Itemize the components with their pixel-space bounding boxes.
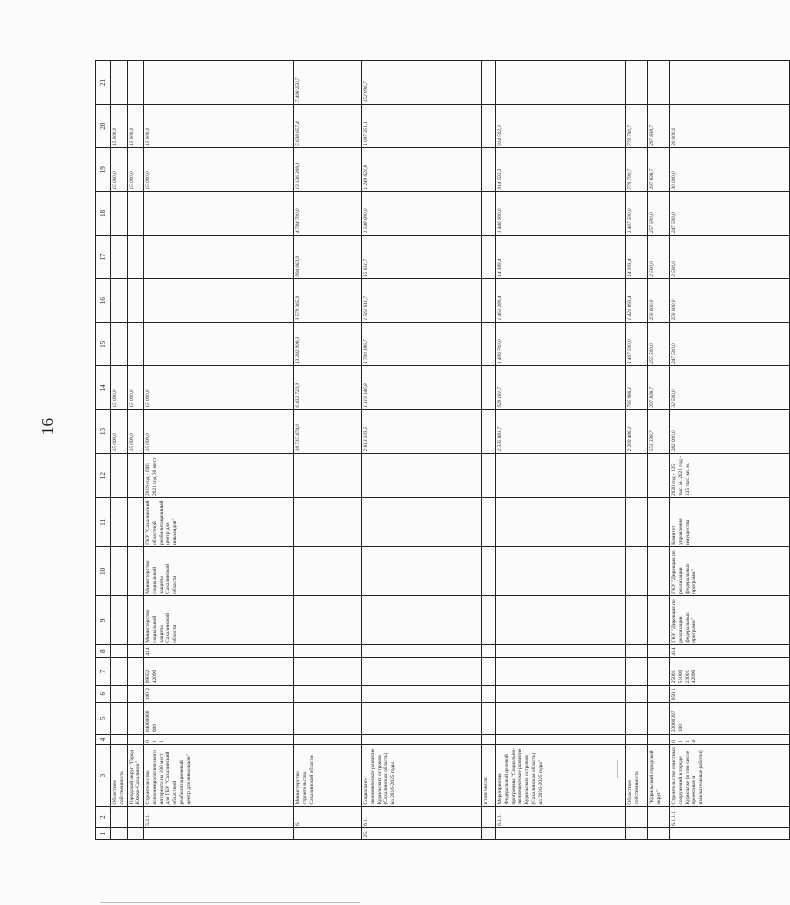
table-cell: 25. [362,828,482,840]
header-cell: 7 [96,658,111,686]
table-cell: 1 249 621,8 [362,148,482,192]
table-cell [362,658,482,686]
table-cell: 050 1 [670,685,790,702]
table-cell [127,596,144,645]
table-cell: 30 000,0 [670,148,790,192]
table-cell: 779 790,7 [626,148,648,192]
table-cell: 15 000,0 [144,366,294,410]
table-cell [111,645,128,658]
table-row [496,61,626,840]
header-cell: 19 [96,148,111,192]
table-cell [127,498,144,547]
table-cell [626,596,648,645]
table-cell [496,547,626,596]
table-cell [482,104,496,148]
table-cell: Строительство психоневрологического интерната на 100 мест для ГБУ "Сахалинский областной реабилитационный центр для инвалидов" [144,745,294,807]
table-cell: 15 611,7 [362,235,482,279]
table-cell: 795 986,1 [626,366,648,410]
table-cell [626,685,648,702]
table-cell: 5 638 657,4 [294,104,362,148]
table-cell: 14 389,4 [496,235,626,279]
header-cell: 16 [96,279,111,323]
table-cell: 152 096,7 [362,61,482,105]
table-cell: 1 548 000,0 [362,192,482,236]
table-cell [482,828,496,840]
table-cell [111,828,128,840]
table-cell [496,645,626,658]
table-cell: 414 [144,645,294,658]
table-cell [496,498,626,547]
table-cell [482,645,496,658]
table-cell [670,61,790,105]
table-cell: 15 000,0 [144,410,294,454]
table-cell [482,235,496,279]
table-cell: 13 136 308,1 [294,148,362,192]
table-cell: 929 181,7 [496,366,626,410]
table-cell [482,547,496,596]
table-cell [294,596,362,645]
table-cell [111,547,128,596]
table-cell [482,807,496,828]
table-cell: 2 500,0 [670,235,790,279]
table-cell [648,702,670,734]
table-cell [648,807,670,828]
table-cell [294,828,362,840]
table-cell: 1 406 700,0 [496,322,626,366]
table-cell [294,702,362,734]
table-cell [482,279,496,323]
table-cell: 297 838,7 [648,148,670,192]
table-cell: 2020 год - 125 тыс. м. 2021 год - 125 тыс. кв. м. [670,453,790,498]
table-cell [496,702,626,734]
table-cell [626,734,648,745]
header-cell: 14 [96,366,111,410]
table-cell: Городской округ "Город Южно-Сахалинск" [127,745,144,807]
table-cell [482,685,496,702]
table-body [96,61,790,840]
table-cell: 1 446 900,0 [496,192,626,236]
table-cell: ГКУ "Дирекция по реализации федеральных программ" [670,596,790,645]
table-cell [482,596,496,645]
table-cell: 5.2.1. [144,807,294,828]
table-cell: 247 500,0 [670,322,790,366]
table-cell: 6.1.1.1 [670,807,790,828]
table-cell [127,279,144,323]
table-cell [496,658,626,686]
header-cell: 4 [96,734,111,745]
table-cell: 100 2 [144,685,294,702]
table-cell [111,235,128,279]
table-cell [648,61,670,105]
table-cell [648,645,670,658]
table-cell [111,685,128,702]
table-cell [111,61,128,105]
header-cell: 11 [96,498,111,547]
table-cell: 6 432 723,3 [294,366,362,410]
header-cell: 12 [96,453,111,498]
table-cell [626,498,648,547]
table-cell: 13 282 998,3 [294,322,362,366]
table-row [362,61,482,840]
table-cell [362,702,482,734]
table-cell: ГКУ "Дирекция по реализации федеральных программ" [670,547,790,596]
table-cell [294,498,362,547]
table-cell: 282 000,0 [670,410,790,454]
table-cell [496,61,626,105]
table-cell [127,702,144,734]
table-cell [362,645,482,658]
table-cell: 15 000,0 [111,410,128,454]
table-cell [362,453,482,498]
table-cell: 32 500,0 [670,366,790,410]
table-cell: в том числе: [482,745,496,807]
table-cell [362,596,482,645]
table-cell [496,734,626,745]
header-cell: 9 [96,596,111,645]
table-cell: 1 407 500,0 [626,192,648,236]
table-cell: 6. [294,807,362,828]
table-cell [127,734,144,745]
table-cell: 779 790,7 [626,104,648,148]
table-cell [648,498,670,547]
table-cell: 18 715 474,0 [294,410,362,454]
budget-table [95,60,790,840]
table-cell: 2 500,0 [648,235,670,279]
table-cell: 2019 год - ПИ; 2021 год 30 мест [144,453,294,498]
table-cell: "Курильский городской округ" [648,745,670,807]
table-row [626,61,648,840]
table-row [144,61,294,840]
table-cell: 7 498 250,7 [294,61,362,105]
table-cell [626,807,648,828]
table-cell: 15 000,0 [127,366,144,410]
table-cell [496,828,626,840]
table-cell: 3 579 365,9 [294,279,362,323]
table-cell: 15 000,0 [144,104,294,148]
header-cell: 5 [96,702,111,734]
table-cell [111,596,128,645]
table-cell [626,61,648,105]
table-cell [111,192,128,236]
table-cell: 1 461 289,4 [496,279,626,323]
table-cell: 1 407 500,0 [626,322,648,366]
table-cell: Областное собственность [626,745,648,807]
table-cell [144,61,294,105]
table-cell: Мероприятия Федеральной целевой программы "Социально-экономическое развитие Курильских островов (Сахалинская область) на 2016-2025 годы" [496,745,626,807]
table-cell: 2 209 486,1 [626,410,648,454]
table-cell: 1 113 146,8 [362,366,482,410]
table-cell [482,61,496,105]
table-cell [626,645,648,658]
table-cell [294,453,362,498]
table-cell [111,702,128,734]
table-cell [144,828,294,840]
table-cell: 30 000,0 [670,104,790,148]
header-cell: 3 [96,745,111,807]
table-cell: 6.1.1. [496,807,626,828]
table-cell [111,498,128,547]
table-cell [127,322,144,366]
table-cell: 6.1. [362,807,482,828]
table-cell [127,235,144,279]
table-cell [482,410,496,454]
table-cell [144,235,294,279]
table-cell [482,453,496,498]
table-cell: 09052 42090 [144,658,294,686]
table-cell [482,148,496,192]
table-cell [648,734,670,745]
table-cell [626,547,648,596]
table-cell: 2 813 333,5 [362,410,482,454]
table-cell [127,685,144,702]
table-cell [648,453,670,498]
table-cell [127,645,144,658]
table-cell: 914 592,3 [496,104,626,148]
table-cell [127,61,144,105]
table-cell [362,547,482,596]
table-cell [294,658,362,686]
header-cell: 20 [96,104,111,148]
table-cell [111,453,128,498]
table-cell: 1 561 611,7 [362,279,482,323]
table-cell [111,807,128,828]
table-cell [648,828,670,840]
table-cell: 255 500,0 [648,322,670,366]
table-cell: 297 838,7 [648,366,670,410]
table-cell [648,596,670,645]
table-cell [670,828,790,840]
table-cell: 15 000,0 [127,410,144,454]
table-cell: Строительство очистных сооружений в городе Курильске (в том числе проектные и изыскательные работы) [670,745,790,807]
table-cell [111,279,128,323]
header-cell: 17 [96,235,111,279]
table-cell: 23000397 100 [670,702,790,734]
table-cell [482,322,496,366]
table-cell [144,322,294,366]
table-cell: 15 000,0 [144,148,294,192]
table-row [111,61,128,840]
rotated-table-wrapper [95,60,704,840]
table-cell: 553 338,7 [648,410,670,454]
table-cell: 14 393,4 [626,235,648,279]
table-cell: Комитет управления имущества [670,498,790,547]
table-cell [362,685,482,702]
table-cell: 15 000,0 [111,148,128,192]
header-cell: 13 [96,410,111,454]
table-cell: 1 421 893,4 [626,279,648,323]
table-cell: 250 000,0 [670,279,790,323]
header-cell: 1 [96,828,111,840]
header-cell: 10 [96,547,111,596]
table-cell [626,702,648,734]
table-cell [294,645,362,658]
header-cell: 21 [96,61,111,105]
table-cell [626,658,648,686]
table-cell [362,498,482,547]
table-cell [294,734,362,745]
table-cell: 297 838,7 [648,104,670,148]
table-cell: 250 000,0 [648,279,670,323]
table-cell [111,658,128,686]
table-cell: 994 663,9 [294,235,362,279]
table-cell: 0 1 1 4 [670,734,790,745]
table-cell: Министерство социальной защиты Сахалинской области [144,547,294,596]
table-cell: 1 700 186,7 [362,322,482,366]
table-cell: 0 1 1 [144,734,294,745]
header-cell: 6 [96,685,111,702]
table-cell: Социально-экономическое развитие Курильских островов (Сахалинская область) на 2016-2025 годы [362,745,482,807]
table-cell [482,192,496,236]
table-cell [127,807,144,828]
table-cell [294,685,362,702]
table-cell: 1 097 351,1 [362,104,482,148]
table-cell [482,734,496,745]
table-cell: 2 335 881,7 [496,410,626,454]
table-cell: 04000066 000 [144,702,294,734]
table-cell: Министерство социальной защиты Сахалинской области [144,596,294,645]
table-cell: 247 500,0 [670,192,790,236]
table-cell: Областное собственность [111,745,128,807]
table-cell [144,279,294,323]
table-cell [111,734,128,745]
header-row [96,61,111,840]
table-cell: ГКУ "Сахалинский областной реабилитационный центр для инвалидов" [144,498,294,547]
table-row [482,61,496,840]
table-cell [127,658,144,686]
table-cell [482,658,496,686]
table-cell [496,453,626,498]
table-cell [127,453,144,498]
table-row [670,61,790,840]
table-cell [127,192,144,236]
table-cell [111,322,128,366]
table-cell: 914 592,3 [496,148,626,192]
table-cell [648,685,670,702]
page-number: 16 [38,418,57,435]
table-cell: 4 784 700,0 [294,192,362,236]
header-cell: 15 [96,322,111,366]
table-cell: 25001 51000 23001 42090 [670,658,790,686]
table-cell: Министерство строительства Сахалинской области [294,745,362,807]
table-cell [127,547,144,596]
table-cell [626,828,648,840]
table-cell: 257 500,0 [648,192,670,236]
table-cell [496,685,626,702]
table-cell [482,498,496,547]
table-cell [482,702,496,734]
table-cell [648,658,670,686]
header-cell: 2 [96,807,111,828]
table-cell [626,453,648,498]
table-row [648,61,670,840]
table-cell [648,547,670,596]
scan-mark [617,760,618,778]
table-cell: 414 [670,645,790,658]
table-cell: 15 000,0 [127,104,144,148]
header-cell: 8 [96,645,111,658]
table-cell [127,828,144,840]
table-cell [496,596,626,645]
table-cell: 15 000,0 [111,366,128,410]
table-cell: 15 000,0 [111,104,128,148]
table-cell [294,547,362,596]
table-cell [482,366,496,410]
table-row [127,61,144,840]
header-cell: 18 [96,192,111,236]
table-cell [144,192,294,236]
table-cell [362,734,482,745]
scan-mark [100,902,360,903]
table-cell: 15 000,0 [127,148,144,192]
table-row [294,61,362,840]
